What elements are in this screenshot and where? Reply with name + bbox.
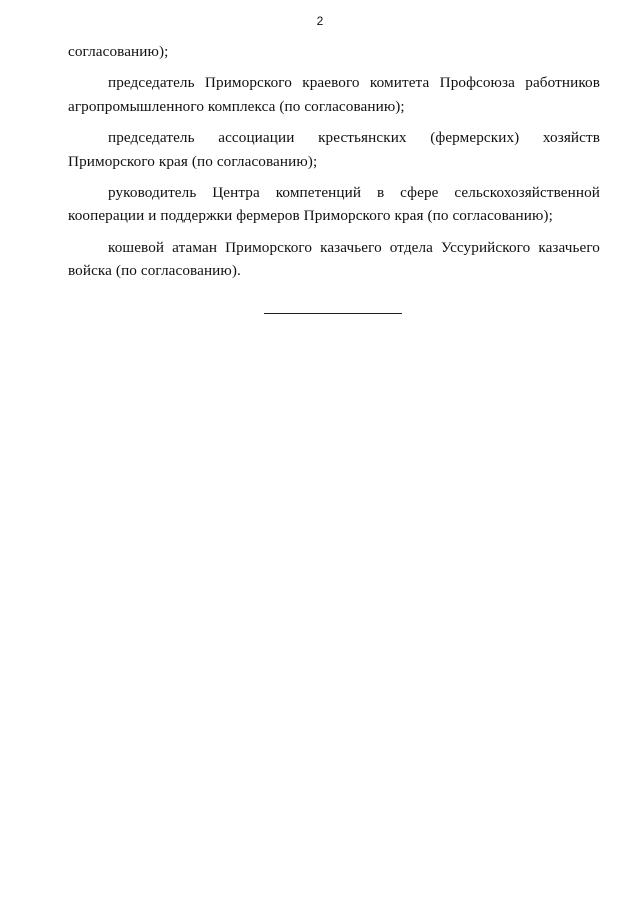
paragraph-farmers-association-chair: председатель ассоциации крестьянских (фермерских) хозяйств Приморского края (по согласованию); bbox=[68, 129, 600, 170]
paragraph-continuation: согласованию); bbox=[68, 43, 169, 60]
end-divider-line bbox=[264, 313, 402, 314]
paragraph-competence-center-head: руководитель Центра компетенций в сфере сельскохозяйственной кооперации и поддержки фермеров Приморского края (по согласованию); bbox=[68, 184, 600, 225]
document-body bbox=[68, 40, 600, 291]
paragraph-cossack-ataman: кошевой атаман Приморского казачьего отдела Уссурийского казачьего войска (по согласованию). bbox=[68, 238, 600, 280]
page-number: 2 bbox=[316, 14, 324, 28]
paragraph-trade-union-chair: председатель Приморского краевого комитета Профсоюза работников агропромышленного комплекса (по согласованию); bbox=[68, 74, 600, 115]
